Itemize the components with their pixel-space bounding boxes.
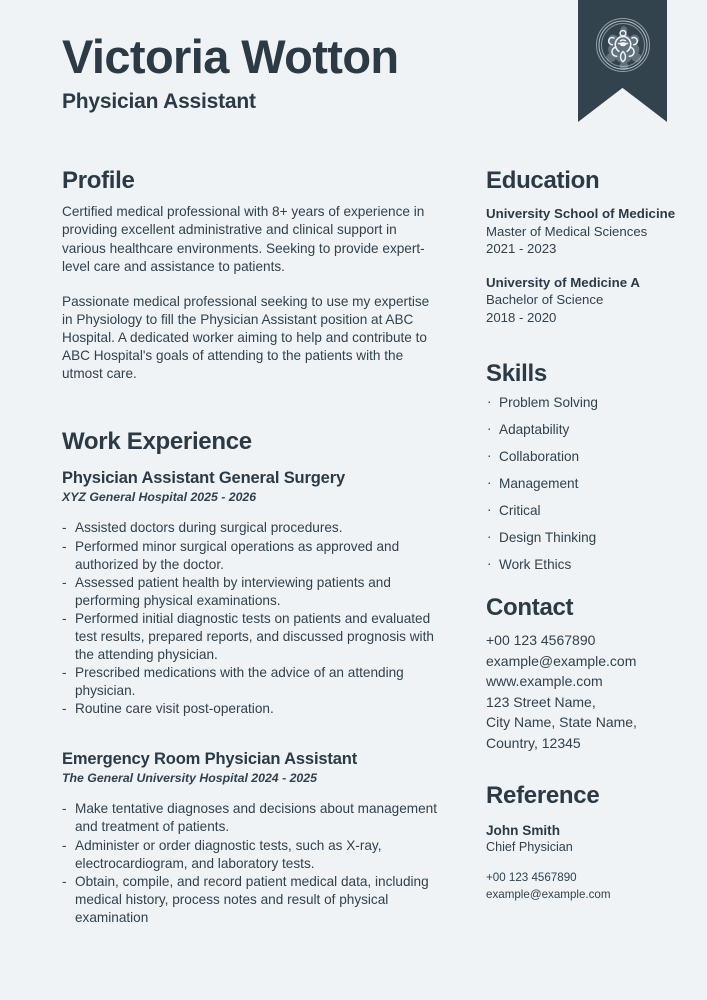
education-school: University School of Medicine bbox=[486, 206, 676, 222]
list-item bbox=[486, 528, 682, 546]
job-entry bbox=[62, 750, 440, 927]
list-item-label: Assisted doctors during surgical procedures. bbox=[75, 520, 343, 536]
list-item-label: Design Thinking bbox=[499, 529, 597, 545]
contact-list bbox=[486, 630, 682, 753]
list-item-label: Prescribed medications with the advice of an attending physician. bbox=[75, 665, 404, 699]
contact-email[interactable]: example@example.com bbox=[486, 652, 637, 669]
profile-paragraph: Passionate medical professional seeking to use my expertise in Physiology to fill the Physician Assistant position at ABC Hospital. A dedicated worker aiming to help and contribute to ABC Hospital's goals of attending to the patients with the utmost care. bbox=[62, 293, 430, 382]
list-item-label: Performed initial diagnostic tests on patients and evaluated test results, prepared reports, and discussed prognosis with the attending physician. bbox=[75, 610, 434, 663]
list-item bbox=[62, 664, 440, 700]
contact-address-line-2: City Name, State Name, bbox=[486, 714, 637, 731]
dash-bullet-icon: - bbox=[62, 837, 67, 853]
dash-bullet-icon: - bbox=[62, 520, 67, 536]
education-item bbox=[486, 205, 682, 258]
education-years: 2021 - 2023 bbox=[486, 241, 557, 257]
list-item-label: Management bbox=[499, 475, 579, 491]
dot-bullet-icon: · bbox=[487, 448, 492, 463]
dot-bullet-icon: · bbox=[487, 528, 492, 544]
skills-list bbox=[486, 396, 682, 573]
job-meta: The General University Hospital 2024 - 2025 bbox=[62, 771, 317, 786]
list-item-label: Collaboration bbox=[499, 449, 580, 464]
reference-name: John Smith bbox=[486, 823, 561, 839]
dot-bullet-icon: · bbox=[487, 555, 492, 571]
dot-bullet-icon: · bbox=[487, 474, 492, 490]
reference-heading: Reference bbox=[486, 781, 600, 809]
work-experience-heading: Work Experience bbox=[62, 428, 252, 456]
ornate-medallion-icon bbox=[594, 16, 652, 79]
list-item-label: Make tentative diagnoses and decisions about management and treatment of patients. bbox=[75, 801, 437, 835]
reference-phone[interactable]: +00 123 4567890 bbox=[486, 871, 577, 885]
education-degree: Master of Medical Sciences bbox=[486, 223, 648, 239]
list-item bbox=[62, 610, 440, 664]
dot-bullet-icon: · bbox=[487, 394, 492, 410]
dash-bullet-icon: - bbox=[62, 873, 67, 889]
list-item-label: Work Ethics bbox=[499, 556, 572, 572]
profile-paragraph: Certified medical professional with 8+ years of experience in providing excellent administrative and clinical support in various healthcare environments. Seeking to provide expert-level care and assistance to patients. bbox=[62, 204, 425, 274]
dot-bullet-icon: · bbox=[487, 501, 492, 517]
job-meta: XYZ General Hospital 2025 - 2026 bbox=[62, 490, 257, 505]
job-bullet-list bbox=[62, 519, 440, 718]
dash-bullet-icon: - bbox=[62, 665, 67, 681]
list-item bbox=[62, 519, 440, 537]
dash-bullet-icon: - bbox=[62, 574, 67, 590]
candidate-role: Physician Assistant bbox=[62, 89, 256, 113]
list-item bbox=[62, 873, 440, 927]
list-item-label: Adaptability bbox=[499, 422, 570, 438]
list-item bbox=[62, 538, 440, 574]
list-item bbox=[486, 423, 682, 438]
list-item bbox=[486, 396, 682, 411]
dash-bullet-icon: - bbox=[62, 610, 67, 626]
dash-bullet-icon: - bbox=[62, 801, 67, 817]
list-item-label: Assessed patient health by interviewing patients and performing physical examinations. bbox=[75, 574, 391, 608]
list-item-label: Problem Solving bbox=[499, 395, 598, 411]
contact-website[interactable]: www.example.com bbox=[486, 673, 603, 690]
list-item-label: Performed minor surgical operations as approved and authorized by the doctor. bbox=[75, 538, 400, 572]
reference-role: Chief Physician bbox=[486, 840, 573, 855]
education-school: University of Medicine A bbox=[486, 275, 640, 291]
list-item-label: Administer or order diagnostic tests, such as X-ray, electrocardiogram, and laboratory tests. bbox=[75, 837, 382, 871]
education-item bbox=[486, 274, 682, 327]
left-column bbox=[62, 168, 440, 927]
job-entry bbox=[62, 469, 440, 718]
header bbox=[62, 30, 492, 114]
reference-email[interactable]: example@example.com bbox=[486, 887, 611, 901]
job-title: Physician Assistant General Surgery bbox=[62, 469, 346, 488]
logo-banner bbox=[578, 0, 667, 122]
list-item bbox=[62, 700, 440, 718]
right-column bbox=[486, 168, 682, 903]
skills-heading: Skills bbox=[486, 359, 547, 387]
list-item bbox=[62, 800, 440, 836]
job-title: Emergency Room Physician Assistant bbox=[62, 750, 358, 769]
contact-address-line-3: Country, 12345 bbox=[486, 735, 581, 752]
job-bullet-list bbox=[62, 800, 440, 927]
dash-bullet-icon: - bbox=[62, 538, 67, 554]
education-years: 2018 - 2020 bbox=[486, 310, 557, 326]
dash-bullet-icon: - bbox=[62, 701, 67, 717]
contact-heading: Contact bbox=[486, 593, 574, 621]
list-item-label: Routine care visit post-operation. bbox=[75, 701, 274, 717]
contact-address-line-1: 123 Street Name, bbox=[486, 693, 596, 710]
list-item bbox=[486, 501, 682, 519]
list-item bbox=[62, 574, 440, 610]
profile-heading: Profile bbox=[62, 167, 135, 194]
list-item-label: Obtain, compile, and record patient medical data, including medical history, process notes and result of physical examination bbox=[75, 873, 429, 925]
candidate-name: Victoria Wotton bbox=[62, 30, 399, 83]
dot-bullet-icon: · bbox=[487, 421, 492, 437]
list-item-label: Critical bbox=[499, 502, 541, 518]
reference-contact bbox=[486, 870, 682, 903]
list-item bbox=[486, 450, 682, 465]
education-heading: Education bbox=[486, 167, 600, 194]
list-item bbox=[62, 837, 440, 873]
list-item bbox=[486, 555, 682, 573]
education-degree: Bachelor of Science bbox=[486, 292, 604, 308]
list-item bbox=[486, 474, 682, 492]
contact-phone[interactable]: +00 123 4567890 bbox=[486, 632, 596, 649]
